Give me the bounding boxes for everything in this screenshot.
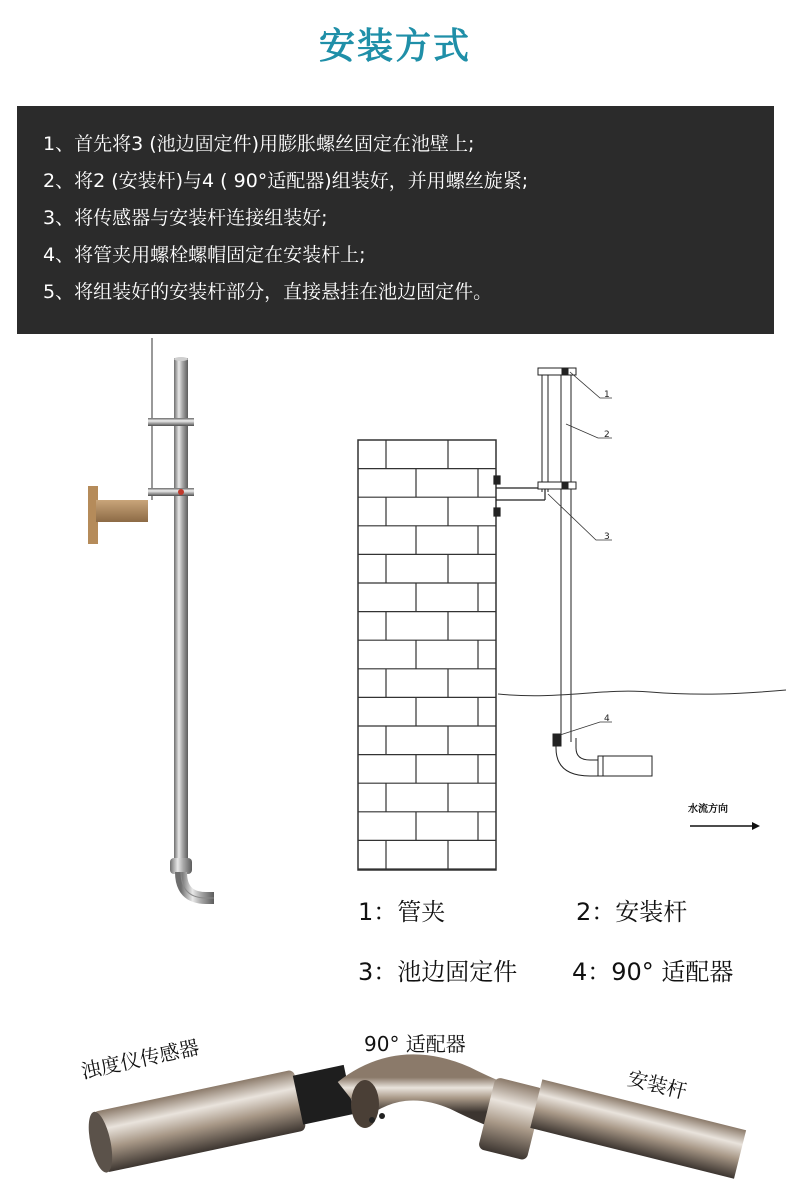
page-title: 安装方式: [318, 26, 471, 67]
legend-item-1: 1：管夹: [358, 898, 446, 926]
step-3: 3、将传感器与安装杆连接组装好;: [43, 207, 328, 229]
legend-item-2: 2：安装杆: [576, 898, 688, 926]
step-4: 4、将管夹用螺栓螺帽固定在安装杆上;: [43, 244, 366, 266]
callout-4: 4: [604, 714, 610, 724]
step-2: 2、将2 (安装杆)与4 ( 90°适配器)组装好，并用螺丝旋紧;: [43, 170, 529, 192]
callout-2: 2: [604, 430, 610, 440]
photo-label-rod: 安装杆: [625, 1065, 690, 1104]
step-1: 1、首先将3 (池边固定件)用膨胀螺丝固定在池壁上;: [43, 133, 475, 155]
photo-label-sensor: 浊度仪传感器: [78, 1034, 202, 1084]
flow-direction-label: 水流方向: [688, 804, 728, 815]
callout-3: 3: [604, 532, 610, 542]
step-5: 5、将组装好的安装杆部分，直接悬挂在池边固定件。: [43, 281, 493, 303]
callout-1: 1: [604, 390, 610, 400]
photo-label-adapter: 90° 适配器: [364, 1032, 466, 1056]
legend-item-3: 3：池边固定件: [358, 958, 518, 986]
legend-item-4: 4：90° 适配器: [572, 958, 734, 986]
